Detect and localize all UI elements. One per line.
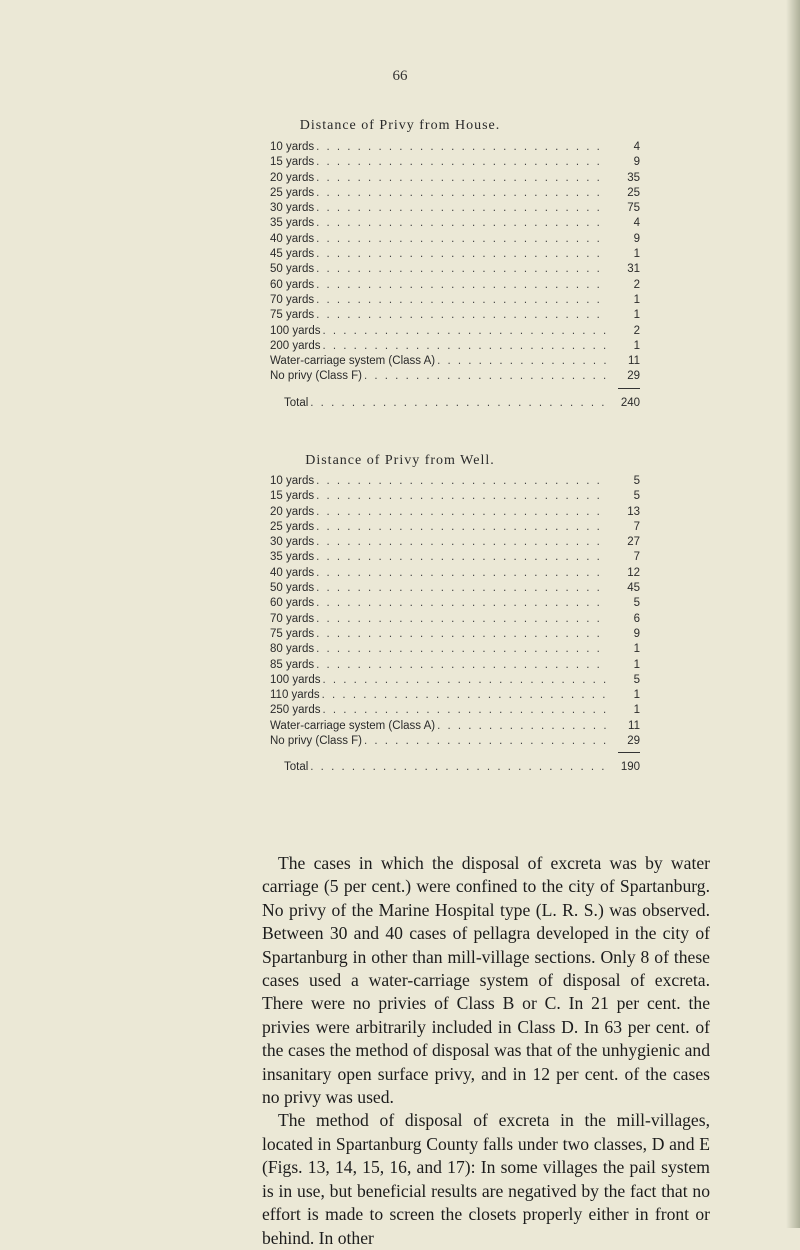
total-label: Total	[284, 396, 309, 409]
leader-dots	[314, 216, 606, 231]
leader-dots	[435, 354, 606, 369]
row-value: 2	[633, 324, 640, 337]
table-row	[270, 566, 640, 581]
leader-dots	[314, 627, 606, 642]
leader-dots	[321, 703, 606, 718]
row-value: 1	[633, 643, 640, 656]
row-label: 100 yards	[270, 324, 321, 337]
row-label: 15 yards	[270, 156, 315, 169]
row-label: No privy (Class F)	[270, 370, 363, 383]
row-value: 29	[627, 370, 640, 383]
row-value: 25	[627, 186, 640, 199]
paragraph: The method of disposal of excreta in the mill-villages, located in Spartanburg County falls under two classes, D and E (Figs. 13, 14, 15, 16, and 17): In some villages the pail system is in use, but beneficial results are negatived by the fact that no effort is made to screen the closets properly either in front or behind. In other	[262, 1110, 710, 1248]
leader-dots	[314, 278, 606, 293]
row-value: 1	[633, 309, 640, 322]
row-label: 10 yards	[270, 141, 315, 153]
row-value: 9	[633, 156, 640, 169]
leader-dots	[314, 612, 606, 627]
total-row	[270, 760, 640, 775]
row-label: 75 yards	[270, 309, 315, 322]
row-value: 13	[627, 505, 640, 518]
row-label: 10 yards	[270, 475, 315, 487]
body-text	[262, 852, 710, 1250]
house-distance-table	[270, 140, 640, 411]
table-row	[270, 581, 640, 596]
table-row	[270, 232, 640, 247]
table-row	[270, 171, 640, 186]
leader-dots	[314, 520, 606, 535]
row-label: 15 yards	[270, 490, 315, 503]
table-row	[270, 612, 640, 627]
row-label: 85 yards	[270, 658, 315, 671]
row-value: 1	[633, 704, 640, 717]
table-row	[270, 308, 640, 323]
row-label: 25 yards	[270, 520, 315, 533]
row-label: 35 yards	[270, 551, 315, 564]
leader-dots	[314, 535, 606, 550]
row-value: 1	[633, 689, 640, 702]
leader-dots	[362, 369, 606, 384]
table-row	[270, 140, 640, 155]
row-label: No privy (Class F)	[270, 735, 363, 748]
row-label: 100 yards	[270, 673, 321, 686]
row-value: 12	[627, 566, 640, 579]
leader-dots	[314, 550, 606, 565]
table-row	[270, 262, 640, 277]
table-row	[270, 520, 640, 535]
row-label: 60 yards	[270, 278, 315, 291]
leader-dots	[314, 489, 606, 504]
table-row	[270, 324, 640, 339]
row-value: 9	[633, 232, 640, 245]
page-edge-shadow	[786, 0, 800, 1228]
total-value: 190	[620, 761, 640, 774]
leader-dots	[314, 474, 606, 489]
total-row	[270, 396, 640, 411]
total-rule	[270, 749, 640, 757]
table-row	[270, 186, 640, 201]
row-label: 200 yards	[270, 339, 321, 352]
row-label: 110 yards	[270, 689, 320, 702]
row-label: 45 yards	[270, 248, 315, 261]
leader-dots	[314, 155, 606, 170]
leader-dots	[314, 232, 606, 247]
row-value: 5	[633, 490, 640, 503]
leader-dots	[320, 688, 606, 703]
row-value: 45	[627, 582, 640, 595]
table-row	[270, 703, 640, 718]
leader-dots	[314, 596, 606, 611]
table-row	[270, 339, 640, 354]
table-row	[270, 734, 640, 749]
row-label: 80 yards	[270, 643, 315, 656]
table-row	[270, 673, 640, 688]
row-value: 31	[627, 263, 640, 276]
table-row	[270, 719, 640, 734]
row-value: 2	[633, 278, 640, 291]
row-value: 1	[633, 658, 640, 671]
row-value: 4	[633, 141, 640, 153]
table-row	[270, 354, 640, 369]
row-label: 50 yards	[270, 263, 315, 276]
leader-dots	[435, 719, 606, 734]
table-row	[270, 278, 640, 293]
table-row	[270, 247, 640, 262]
row-label: Water-carriage system (Class A)	[270, 355, 436, 368]
row-label: 30 yards	[270, 536, 315, 549]
leader-dots	[314, 581, 606, 596]
table-row	[270, 369, 640, 384]
row-value: 9	[633, 627, 640, 640]
table-row	[270, 642, 640, 657]
row-value: 5	[633, 475, 640, 487]
table-row	[270, 505, 640, 520]
table-row	[270, 596, 640, 611]
row-label: 70 yards	[270, 293, 315, 306]
leader-dots	[308, 396, 606, 411]
table-row	[270, 155, 640, 170]
row-label: 30 yards	[270, 202, 315, 215]
row-label: 50 yards	[270, 582, 315, 595]
row-label: 35 yards	[270, 217, 315, 230]
paragraph: The cases in which the disposal of excreta was by water carriage (5 per cent.) were confined to the city of Spartanburg. No privy of the Marine Hospital type (L. R. S.) was observed. Between 30 and 40 cases of pellagra developed in the city of Spartanburg in other than mill-village sections. Only 8 of these cases used a water-carriage system of disposal of excreta. There were no privies of Class B or C. In 21 per cent. the privies were arbitrarily included in Class D. In 63 per cent. of the cases the method of disposal was that of the unhygienic and insanitary open surface privy, and in 12 per cent. of the cases no privy was used.	[262, 853, 710, 1108]
row-label: 60 yards	[270, 597, 315, 610]
row-label: 75 yards	[270, 627, 315, 640]
total-rule	[270, 385, 640, 393]
row-value: 11	[628, 719, 640, 732]
leader-dots	[314, 171, 606, 186]
table-row	[270, 474, 640, 489]
row-label: Water-carriage system (Class A)	[270, 719, 436, 732]
leader-dots	[314, 201, 606, 216]
leader-dots	[321, 324, 606, 339]
leader-dots	[321, 339, 606, 354]
leader-dots	[308, 760, 606, 775]
row-label: 25 yards	[270, 186, 315, 199]
row-label: 250 yards	[270, 704, 321, 717]
leader-dots	[321, 673, 606, 688]
row-label: 40 yards	[270, 566, 315, 579]
well-table-heading: Distance of Privy from Well.	[305, 453, 495, 468]
leader-dots	[314, 658, 606, 673]
leader-dots	[314, 186, 606, 201]
house-table-heading: Distance of Privy from House.	[299, 118, 501, 133]
table-row	[270, 293, 640, 308]
leader-dots	[314, 262, 606, 277]
leader-dots	[314, 247, 606, 262]
page-number: 66	[392, 68, 408, 84]
row-label: 70 yards	[270, 612, 315, 625]
total-value: 240	[620, 396, 640, 409]
row-value: 11	[628, 355, 640, 368]
row-value: 7	[633, 520, 640, 533]
total-label: Total	[284, 761, 309, 774]
row-value: 5	[633, 597, 640, 610]
leader-dots	[314, 308, 606, 323]
row-value: 35	[627, 171, 640, 184]
row-value: 75	[627, 202, 640, 215]
row-label: 20 yards	[270, 171, 315, 184]
row-value: 7	[633, 551, 640, 564]
row-value: 1	[633, 248, 640, 261]
leader-dots	[314, 140, 606, 155]
row-value: 29	[627, 735, 640, 748]
row-value: 1	[633, 293, 640, 306]
row-label: 40 yards	[270, 232, 315, 245]
row-value: 1	[633, 339, 640, 352]
table-row	[270, 688, 640, 703]
leader-dots	[362, 734, 606, 749]
row-value: 6	[633, 612, 640, 625]
leader-dots	[314, 566, 606, 581]
table-row	[270, 201, 640, 216]
table-row	[270, 658, 640, 673]
leader-dots	[314, 642, 606, 657]
row-label: 20 yards	[270, 505, 315, 518]
table-row	[270, 489, 640, 504]
row-value: 27	[627, 536, 640, 549]
row-value: 5	[633, 673, 640, 686]
row-value: 4	[633, 217, 640, 230]
table-row	[270, 535, 640, 550]
leader-dots	[314, 293, 606, 308]
table-row	[270, 216, 640, 231]
leader-dots	[314, 505, 606, 520]
table-row	[270, 627, 640, 642]
table-row	[270, 550, 640, 565]
well-distance-table	[270, 474, 640, 776]
